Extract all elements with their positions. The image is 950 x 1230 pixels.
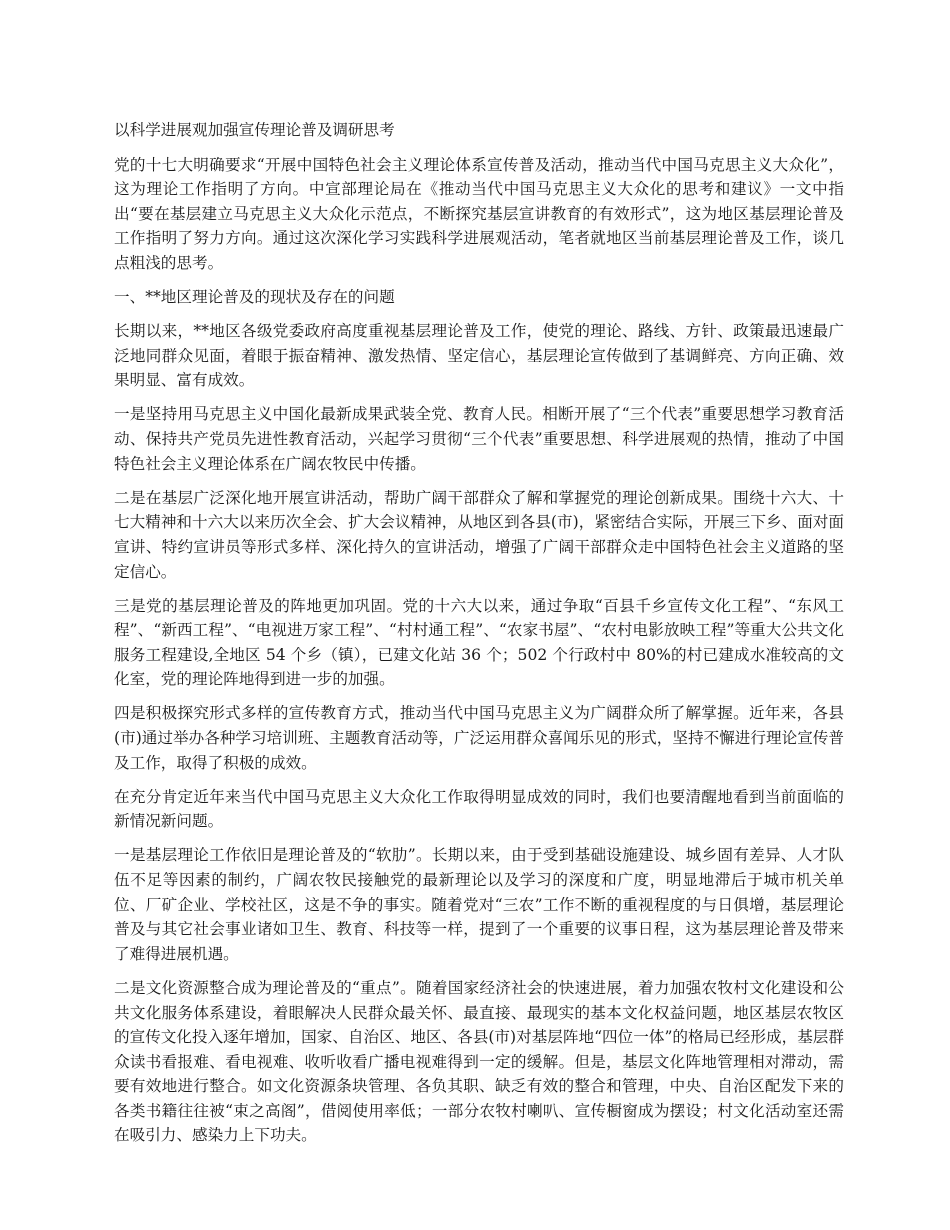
paragraph-point-2: 二是在基层广泛深化地开展宣讲活动，帮助广阔干部群众了解和掌握党的理论创新成果。围绕十六大、十七大精神和十六大以来历次全会、扩大会议精神，从地区到各县(市)，紧密结合实际，开展三下乡、面对面宣讲、特约宣讲员等形式多样、深化持久的宣讲活动，增强了广阔干部群众走中国特色社会主义道路的坚定信心。 [114, 488, 844, 581]
paragraph-problem-1: 一是基层理论工作依旧是理论普及的“软肋”。长期以来，由于受到基础设施建设、城乡固有差异、人才队伍不足等因素的制约，广阔农牧民接触党的最新理论以及学习的深度和广度，明显地滞后于城市机关单位、厂矿企业、学校社区，这是不争的事实。随着党对“三农”工作不断的重视程度的与日俱增，基层理论普及与其它社会事业诸如卫生、教育、科技等一样，提到了一个重要的议事日程，这为基层理论普及带来了难得进展机遇。 [114, 846, 844, 963]
section-heading-1: 一、**地区理论普及的现状及存在的问题 [114, 288, 395, 307]
document-title: 以科学进展观加强宣传理论普及调研思考 [114, 121, 395, 139]
paragraph-point-1: 一是坚持用马克思主义中国化最新成果武装全党、教育人民。相断开展了“三个代表”重要思想学习教育活动、保持共产党员先进性教育活动，兴起学习贯彻“三个代表”重要思想、科学进展观的热情，推动了中国特色社会主义理论体系在广阔农牧民中传播。 [114, 405, 844, 473]
paragraph-point-4: 四是积极探究形式多样的宣传教育方式，推动当代中国马克思主义为广阔群众所了解掌握。近年来，各县(市)通过举办各种学习培训班、主题教育活动等，广泛运用群众喜闻乐见的形式，坚持不懈进行理论宣传普及工作，取得了积极的成效。 [114, 704, 844, 772]
paragraph-point-3: 三是党的基层理论普及的阵地更加巩固。党的十六大以来，通过争取“百县千乡宣传文化工程”、“东风工程”、“新西工程”、“电视进万家工程”、“村村通工程”、“农家书屋”、“农村电影放映工程”等重大公共文化服务工程建设,全地区 54 个乡（镇），已建文化站 36 个；502 个行政村中 80%的村已建成水准较高的文化室，党的理论阵地得到进一步的加强。 [114, 596, 844, 689]
paragraph-transition: 在充分肯定近年来当代中国马克思主义大众化工作取得明显成效的同时，我们也要清醒地看到当前面临的新情况新问题。 [114, 787, 844, 831]
paragraph-overview: 长期以来，**地区各级党委政府高度重视基层理论普及工作，使党的理论、路线、方针、政策最迅速最广泛地同群众见面，着眼于振奋精神、激发热情、坚定信心，基层理论宣传做到了基调鲜亮、方向正确、效果明显、富有成效。 [114, 322, 844, 390]
document-page [114, 118, 844, 1158]
paragraph-intro: 党的十七大明确要求“开展中国特色社会主义理论体系宣传普及活动，推动当代中国马克思主义大众化”，这为理论工作指明了方向。中宣部理论局在《推动当代中国马克思主义大众化的思考和建议》一文中指出“要在基层建立马克思主义大众化示范点，不断探究基层宣讲教育的有效形式”，这为地区基层理论普及工作指明了努力方向。通过这次深化学习实践科学进展观活动，笔者就地区当前基层理论普及工作，谈几点粗浅的思考。 [114, 155, 844, 272]
paragraph-problem-2: 二是文化资源整合成为理论普及的“重点”。随着国家经济社会的快速进展，着力加强农牧村文化建设和公共文化服务体系建设，着眼解决人民群众最关怀、最直接、最现实的基本文化权益问题，地区基层农牧区的宣传文化投入逐年增加，国家、自治区、地区、各县(市)对基层阵地“四位一体”的格局已经形成，基层群众读书看报难、看电视难、收听收看广播电视难得到一定的缓解。但是，基层文化阵地管理相对滞动，需要有效地进行整合。如文化资源条块管理、各负其职、缺乏有效的整合和管理，中央、自治区配发下来的各类书籍往往被“束之高阁”，借阅使用率低；一部分农牧村喇叭、宣传橱窗成为摆设；村文化活动室还需在吸引力、感染力上下功夫。 [114, 978, 844, 1145]
